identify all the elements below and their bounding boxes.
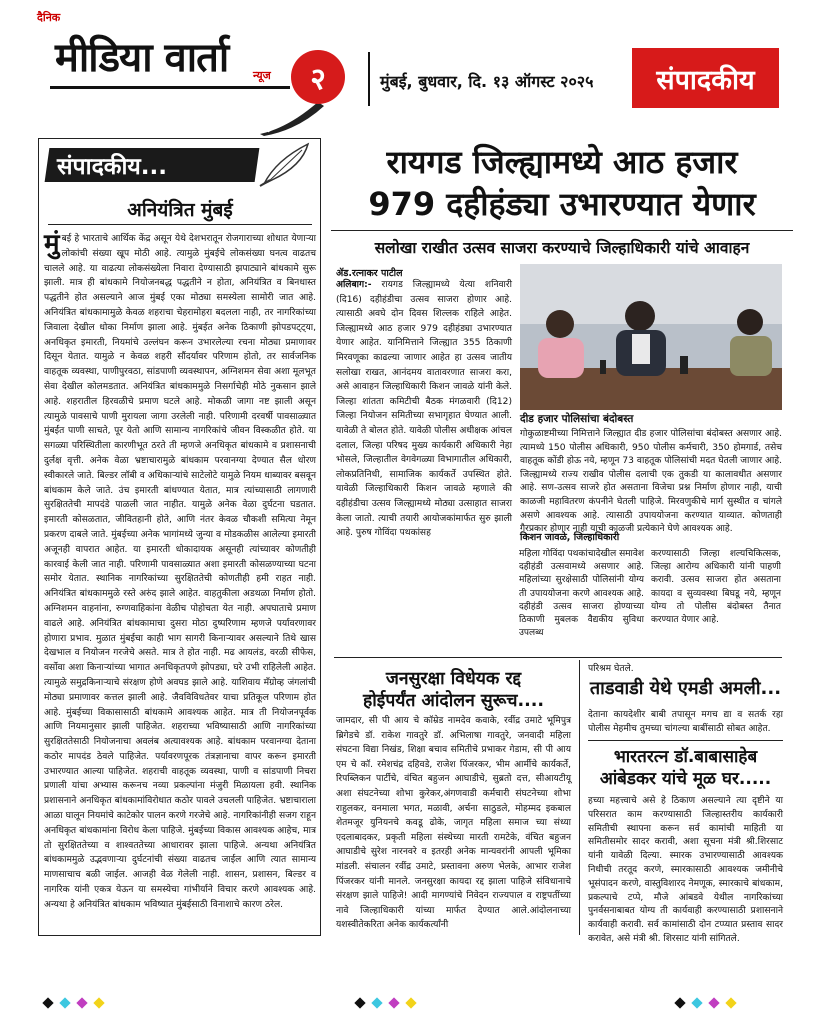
main-headline-rule (331, 230, 793, 231)
footer-diamond (371, 997, 382, 1008)
article2-body: जामदार, सी पी आय चे कॉम्रेड नामदेव कवाके, रवींद्र उमाटे भूमिपुत्र ब्रिगेडचे डॉ. राकेश गावतुरे डॉ. अभिलाषा गावतुरे, जनवादी महिला संघटना विद्या निखंड, शिक्षा बचाव समितीचे प्रभाकर गेडाम, सी पी आय एम चे कॉ. रमेशचंद्र दहिवडे, राजेश पिंजरकर, भीम आर्मीचे कार्यकर्ते, रिपब्लिकन पार्टीचे, वंचित बहुजन आघाडीचे, सुब्रतो दत्त, सीआयटीयू अशा संघटनेच्या शोभा कुरेकर,अंगणवाडी कर्मचारी संघटनेच्या शोभा राहुलकर, वनमाला भगत, मळावी, अर्चना साठुडले, मोहम्मद इकबाल शेतमजूर युनियनचे कवडू ढोके, जागृत महिला समाज च्या संध्या एदलाबादकर, प्रकृती महिला संस्थेच्या मारती रामटेके, वंचित बहुजन आघाडीचे सुरेश नारनवरे व इतरही अनेक मान्यवरांनी आपली भूमिका मांडली. संचालन रवींद्र उमाटे, प्रस्तावना अरुण भेलके, आभार राजेश पिंजरकर यांनी मानले. जनसुरक्षा कायदा रद्द झाला पाहिजे संविधानाचे संरक्षण झाले पाहिजे! आदी मागण्यांचे निवेदन राज्यपाल व राष्ट्रपतींच्या नावे जिल्हाधिकारी यांच्या मार्फत देण्यात आले.आंदोलनाच्या यशस्वीतेकरिता अनेक कार्यकर्त्यांनी (336, 716, 571, 931)
right-headline2-line2: आंबेडकर यांचे मूळ घर..... (599, 769, 772, 789)
section-badge: संपादकीय (632, 48, 779, 108)
article2-headline-line2: होईपर्यंत आंदोलन सुरूच.... (362, 691, 545, 711)
footer-diamond (691, 997, 702, 1008)
footer-diamond (725, 997, 736, 1008)
footer-diamond (76, 997, 87, 1008)
editorial-banner (45, 148, 260, 182)
article2-headline-line1: जनसुरक्षा विधेयक रद्द (385, 669, 522, 689)
masthead-news-label: न्यूज (253, 69, 271, 82)
pen-icon (258, 98, 328, 138)
main-headline-line2: 979 दहीहंड्या उभारण्यात येणार (368, 185, 756, 223)
footer-diamond (42, 997, 53, 1008)
masthead-daily-label: दैनिक (37, 11, 61, 24)
page-number-badge: २ (291, 50, 345, 104)
masthead-divider (368, 52, 370, 106)
right-body1: देताना कायदेशीर बाबी तपासून मगच द्या व सतर्क रहा पोलीस मेहमीच तुमच्या चांगल्या बाबींसाठी सोबत आहेत. (588, 710, 783, 734)
masthead-title: मीडिया वार्ता (55, 35, 229, 81)
right-headline2 (588, 746, 783, 790)
main-story-column (336, 278, 512, 539)
footer-diamond (708, 997, 719, 1008)
editorial-banner-text: संपादकीय... (57, 154, 167, 180)
footer-diamond (93, 997, 104, 1008)
right-headline1: ताडवाडी येथे एमडी अमली... (589, 678, 782, 699)
editorial-title: अनियंत्रित मुंबई (127, 199, 233, 221)
main-author: किशन जावळे, जिल्हाधिकारी (520, 532, 620, 543)
main-headline-line1: रायगड जिल्ह्यामध्ये आठ हजार (386, 143, 738, 181)
quill-icon (258, 140, 314, 188)
main-subheadline: सलोखा राखीत उत्सव साजरा करण्याचे जिल्हाधिकारी यांचे आवाहन (374, 239, 750, 257)
footer-ornament (0, 996, 822, 1010)
main-bottom-left: महिला गोविंदा पथकांचादेखील समावेश दहीहंडी उत्सवामध्ये असणार आहे. महिलांच्या सुरक्षेसाठी पोलिसांनी योग्य ती उपाययोजना करणे आवश्यक आहे. दहीहंडी उत्सव साजरा होण्याच्या ठिकाणी मुबलक वैद्यकीय सुविधा उपलब्ध (519, 549, 644, 639)
editorial-text: बई हे भारताचे आर्थिक केंद्र असून येथे देशभरातून रोजगाराच्या शोधात येणाऱ्या लोकांची संख्या खूप मोठी आहे. त्यामुळे मुंबईचे लोकसंख्या घनत्व वाढतच चालले आहे. या वाढत्या लोकसंख्येला निवारा देण्यासाठी झपाट्याने बांधकामे सुरू झाली. मात्र ही बांधकामे नियोजनबद्ध पद्धतीने न होता, अनियंत्रित व बिनधास्त पद्धतीने होत असल्याने आज मुंबई एका मोठ्या समस्येला सामोरी जात आहे. अनियंत्रित बांधकामामुळे केवळ शहराचा चेहरामोहरा बदलला नाही, तर नागरिकांच्या जिवाला देखील धोका निर्माण झाला आहे. मुंबईत अनेक ठिकाणी झोपडपट्ट्या, अनधिकृत इमारती, नियमांचे उल्लंघन करून उभारलेल्या रचना मोठ्या प्रमाणावर दिसून येतात. यामुळे न केवळ शहरी सौंदर्यावर परिणाम होतो, तर सार्वजनिक वाहतूक व्यवस्था, पाणीपुरवठा, सांडपाणी व्यवस्थापन, अग्निशमन सेवा अशा मूलभूत सेवा देखील कोलमडतात. अनियंत्रित बांधकाममुळे निसर्गाचेही मोठे नुकसान झाले आहे. शहरातील हिरवळीचे प्रमाण घटले आहे. मोकळी जागा नष्ट झाली असून त्यामुळे पावसाचे पाणी मुरायला जागा उरलेली नाही. परिणामी दरवर्षी पावसाळ्यात मुंबईत पाणी साचते, पूर येतो आणि सामान्य नागरिकांचे जीवन विस्कळीत होते. या सगळ्या परिस्थितीला कारणीभूत ठरते ती म्हणजे अनधिकृत बांधकामे व प्रशासनाची दुर्लक्ष वृत्ती. अनेक वेळा भ्रष्टाचारामुळे बांधकाम परवानग्या देण्यात सैल धोरण स्वीकारले जाते. बिल्डर लॉबी व अधिकाऱ्यांचे साटेलोटे यामुळे नियम धाब्यावर बसवून बांधकाम केले जाते. उंच इमारती बांधण्यात येतात, मात्र त्यांच्यासाठी लागणारी सुरक्षिततेची मापदंडे पाळली जात नाहीत. यामुळे अनेक वेळा दुर्घटना घडतात. इमारती कोसळतात, जीवितहानी होते, आणि नंतर केवळ चौकशी समित्या नेमून प्रकरण दाबले जाते. मुंबईच्या अनेक भागांमध्ये जुन्या व मोडकळीस आलेल्या इमारती अजूनही वापरात आहेत. या इमारती धोकादायक असूनही त्यांच्यावर कोणतीही कारवाई केली जात नाही. परिणामी पावसाळ्यात अशा इमारती कोसळण्याच्या घटना समोर येतात. स्थानिक नागरिकांच्या सुरक्षिततेची कोणतीही हमी राहत नाही. अनियंत्रित बांधकाममुळे रस्ते अरुंद झाले आहेत. वाहतुकीला अडथळा निर्माण होतो. अग्निशमन वाहनांना, रुग्णवाहिकांना वेळीच पोहोचता येत नाही. अपघाताचे प्रमाण वाढले आहे. अनियंत्रित बांधकामाचा दुसरा मोठा दुष्परिणाम म्हणजे पर्यावरणावर होणारा प्रभाव. मुळात मुंबईचा काही भाग सागरी किनाऱ्यावर असल्याने तिथे खास देखभाल व नियोजन गरजेचे असते. मात्र ते होत नाही. मढ आयलंड, वरळी सीफेस, वर्सोवा अशा किनाऱ्यांच्या भागात अनधिकृतपणे झोपड्या, घरे उभी राहिलेली आहेत. त्यामुळे समुद्रकिनाऱ्याचे संरक्षण होणे अवघड झाले आहे. याशिवाय मँग्रोव्ह जंगलांची मोठ्या प्रमाणावर कत्तल झाली आहे. जैवविविधतेवर याचा प्रतिकूल परिणाम होत आहे. मुंबईच्या विकासासाठी बांधकामे आवश्यक आहेत. मात्र ती नियोजनपूर्वक आणि नियमानुसार झाली पाहिजेत. शहराच्या भविष्यासाठी आणि नागरिकांच्या सुरक्षिततेसाठी नियोजनाचा अवलंब अत्यावश्यक आहे. बांधकाम परवानग्या देताना कठोर मापदंड ठेवले पाहिजेत. पर्यावरणपूरक तंत्रज्ञानाचा वापर करून इमारती उभारण्यात आल्या पाहिजेत. शहराची वाहतूक व्यवस्था, पाणी व सांडपाणी निचरा प्रणाली यांचा अभ्यास करूनच नव्या प्रकल्पांना मंजुरी मिळायला हवी. स्थानिक प्रशासनाने अनधिकृत बांधकामांविरोधात कठोर पावले उचलली पाहिजेत. भ्रष्टाचाराला आळा घालून नियमांचे काटेकोर पालन करणे गरजेचे आहे. नागरिकांनीही सजग राहून अनधिकृत बांधकामांना विरोध केला पाहिजे. मुंबईच्या विकास आवश्यक आहेच, मात्र तो सुरक्षिततेच्या व शाश्वततेच्या आधारावर झाला पाहिजे. अन्यथा अनियंत्रित बांधकाममुळे उद्भवणाऱ्या दुर्घटनांची संख्या वाढतच जाईल आणि त्यात सामान्य माणसाचाच बळी जाईल. आजही वेळ गेलेली नाही. शासन, प्रशासन, बिल्डर व नागरिक यांनी एकत्र येऊन या समस्येचा गांभीर्याने विचार करणे आवश्यक आहे. अन्यथा हे अनियंत्रित बांधकाम भविष्यात मुंबईसाठी विनाशाचे कारण ठरेल. (44, 234, 316, 910)
article2-headline (336, 668, 571, 712)
main-dateline-label: अलिबाग:- (336, 280, 372, 290)
main-bottom-rule (334, 657, 782, 658)
column-divider (579, 660, 580, 935)
editorial-body (44, 229, 316, 932)
footer-diamond (405, 997, 416, 1008)
meeting-photo (520, 264, 782, 410)
footer-diamond (354, 997, 365, 1008)
right-rule (588, 740, 783, 741)
right-body2: हच्या महत्त्वाचे असे हे ठिकाण असल्याने त्या दृष्टीने या परिसरात काम करण्यासाठी जिल्हास्तरीय कार्यकारी समितीची स्थापना करून सर्व कामांची माहिती या समितीसमोर सादर करावी, अशा सूचना मंत्री श्री.शिरसाट यांनी यावेळी दिल्या. स्मारक उभारण्यासाठी आवश्यक निधीची तरतूद करणे, स्मारकासाठी आवश्यक जमीनीचे भूसंपादन करणे, वास्तुविशारद नेमणूक, स्मारकाचे बांधकाम, प्रकल्पाचे टप्पे, मौजे आंबडवे येथील नागरिकांच्या पुनर्वसनाबाबत योग्य ती कार्यवाही करण्यासाठी प्रशासनाने कार्यवाही करावी. सर्व कामांसाठी दोन टप्प्यात प्रस्ताव सादर करावेत, असे मंत्री श्री. शिरसाट यांनी सांगितले. (588, 796, 783, 944)
masthead-underline (50, 86, 290, 89)
photo-text: गोकुळाष्टमीच्या निमित्ताने जिल्ह्यात दीड हजार पोलिसांचा बंदोबस्त असणार आहे. त्यामध्ये 150 पोलीस अधिकारी, 950 पोलीस कर्मचारी, 350 होमगार्ड, तसेच वाहतूक कोंडी होऊ नये, म्हणून 73 वाहतूक पोलिसांची मदत घेतली जाणार आहे. जिल्ह्यामध्ये राज्य राखीव पोलीस दलाची एक तुकडी या कालावधीत असणार आहे. सण-उत्सव साजरे होत असताना विजेचा प्रश्न निर्माण होणार नाही, याची काळजी महावितरण कंपनीने घेतली पाहिजे. मिरवणुकीचे मार्ग सुस्थीत व चांगले असणे आवश्यक आहे. त्यासाठी उपाययोजना करण्यात याव्यात. कोणताही गैरप्रकार होणार नाही याची काळजी प्रत्येकाने घेणे आवश्यक आहे. (520, 429, 782, 535)
main-headline (331, 141, 793, 225)
main-byline: ॲड.रत्नाकर पाटील (336, 268, 403, 279)
right-headline2-line1: भारतरत्न डॉ.बाबासाहेब (613, 747, 758, 767)
editorial-dropcap: मुं (44, 229, 60, 259)
right-intro: परिश्रम घेतले. (588, 664, 634, 674)
dateline: मुंबई, बुधवार, दि. १३ ऑगस्ट २०२५ (380, 72, 594, 91)
editorial-rule (48, 224, 312, 225)
footer-diamond (388, 997, 399, 1008)
footer-diamond (674, 997, 685, 1008)
photo-caption: दीड हजार पोलिसांचा बंदोबस्त (520, 413, 634, 425)
main-story-text: रायगड जिल्ह्यामध्ये येत्या शनिवारी (दि16) दहीहंडीचा उत्सव साजरा होणार आहे. त्यासाठी अवघे दोन दिवस शिल्लक राहिले आहेत. जिल्ह्यामध्ये आठ हजार 979 दहीहंड्या उभारण्यात येणार आहेत. यानिमित्ताने जिल्ह्यात 355 ठिकाणी मिरवणूका काढल्या जाणार आहेत हा उत्सव जातीय सलोखा राखत, आनंदमय वातावरणात साजरा करा, असे आवाहन जिल्हाधिकारी किशन जावळे यांनी केले. जिल्हा शांतता कमिटीची बैठक मंगळवारी (दि12) जिल्हा नियोजन समितीच्या सभागृहात घेण्यात आली. यावेळी ते बोलत होते. यावेळी पोलीस अधीक्षक आंचल दलाल, जिल्हा परिषद मुख्य कार्यकारी अधिकारी नेहा भोसले, जिल्हातील वेगवेगळ्या विभागातील अधिकारी, लोकप्रतिनिधी, सामाजिक कार्यकर्ते उपस्थित होते. यावेळी जिल्हाधिकारी किशन जावळे म्हणाले की दहीहंडीचा उत्सव जिल्ह्यामध्ये मोठ्या उत्साहात साजरा केला जातो. त्याची तयारी आयोजकांमार्फत सुरु झाली आहे. पुरुष गोविंदा पथकांसह (336, 280, 512, 539)
footer-diamond (59, 997, 70, 1008)
main-bottom-right: करण्यासाठी जिल्हा शल्यचिकित्सक, जिल्हा आरोग्य अधिकारी यांनी पाहणी करावी. उत्सव साजरा होत असताना कायदा व सुव्यवस्था बिघडू नये, म्हणून योग्य तो पोलीस बंदोबस्त तैनात करण्यात येणार आहे. (651, 549, 781, 626)
